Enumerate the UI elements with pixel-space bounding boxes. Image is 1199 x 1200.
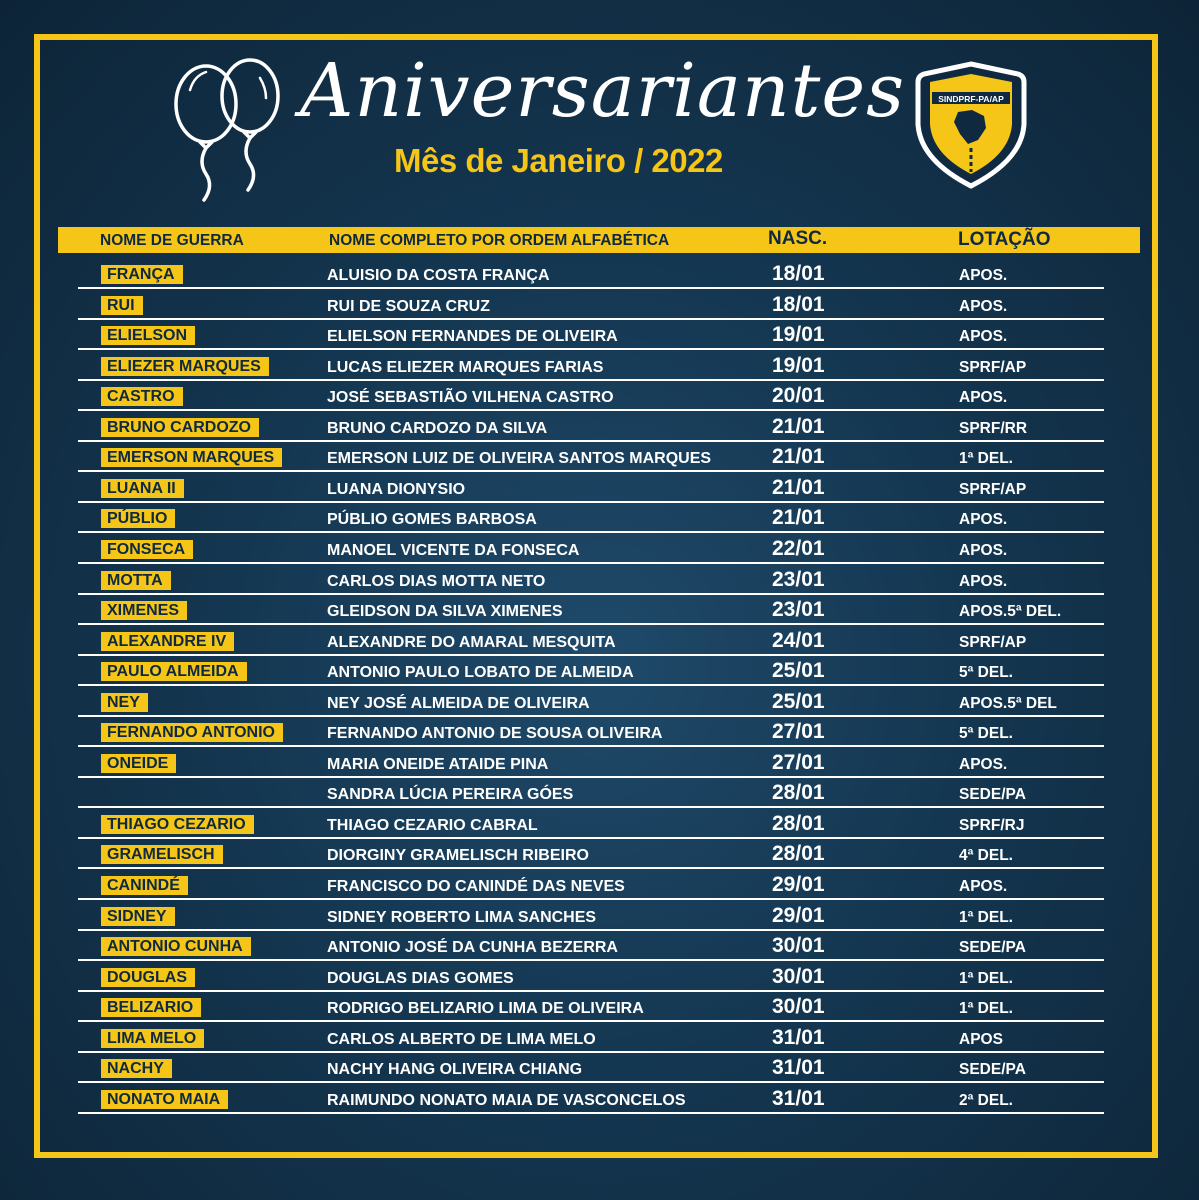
location-cell: 1ª DEL. — [959, 450, 1013, 468]
birth-date-cell: 23/01 — [772, 598, 825, 622]
header-nickname: NOME DE GUERRA — [100, 232, 244, 249]
location-cell: 5ª DEL. — [959, 664, 1013, 682]
full-name-cell: ANTONIO JOSÉ DA CUNHA BEZERRA — [327, 939, 618, 957]
nickname-cell: ELIELSON — [101, 326, 195, 345]
location-cell: APOS. — [959, 541, 1008, 559]
full-name-cell: ALEXANDRE DO AMARAL MESQUITA — [327, 633, 616, 651]
location-cell: APOS. — [959, 297, 1008, 315]
full-name-cell: MANOEL VICENTE DA FONSECA — [327, 541, 580, 559]
location-cell: APOS.5ª DEL — [959, 694, 1057, 712]
birth-date-cell: 21/01 — [772, 414, 825, 438]
full-name-cell: ANTONIO PAULO LOBATO DE ALMEIDA — [327, 664, 634, 682]
location-cell: APOS — [959, 1030, 1003, 1048]
sindprf-logo — [914, 60, 1028, 190]
row-divider — [78, 1112, 1104, 1114]
table-row — [0, 1086, 1199, 1116]
row-divider — [78, 715, 1104, 717]
nickname-cell: CANINDÉ — [101, 876, 188, 895]
nickname-cell: CASTRO — [101, 387, 183, 406]
row-divider — [78, 684, 1104, 686]
full-name-cell: RODRIGO BELIZARIO LIMA DE OLIVEIRA — [327, 1000, 644, 1018]
location-cell: APOS. — [959, 328, 1008, 346]
full-name-cell: GLEIDSON DA SILVA XIMENES — [327, 603, 563, 621]
full-name-cell: CARLOS ALBERTO DE LIMA MELO — [327, 1030, 596, 1048]
birth-date-cell: 19/01 — [772, 353, 825, 377]
nickname-cell: NONATO MAIA — [101, 1090, 228, 1109]
full-name-cell: JOSÉ SEBASTIÃO VILHENA CASTRO — [327, 389, 614, 407]
row-divider — [78, 623, 1104, 625]
location-cell: 4ª DEL. — [959, 847, 1013, 865]
full-name-cell: DIORGINY GRAMELISCH RIBEIRO — [327, 847, 589, 865]
row-divider — [78, 929, 1104, 931]
birth-date-cell: 23/01 — [772, 567, 825, 591]
row-divider — [78, 837, 1104, 839]
table-row — [0, 536, 1199, 566]
table-row — [0, 353, 1199, 383]
row-divider — [78, 318, 1104, 320]
nickname-cell: LIMA MELO — [101, 1029, 204, 1048]
full-name-cell: NEY JOSÉ ALMEIDA DE OLIVEIRA — [327, 694, 590, 712]
table-row — [0, 292, 1199, 322]
location-cell: SEDE/PA — [959, 939, 1026, 957]
location-cell: APOS. — [959, 878, 1008, 895]
full-name-cell: DOUGLAS DIAS GOMES — [327, 969, 514, 987]
birth-date-cell: 31/01 — [772, 1086, 825, 1110]
location-cell: APOS. — [959, 267, 1008, 284]
full-name-cell: THIAGO CEZARIO CABRAL — [327, 816, 538, 834]
full-name-cell: BRUNO CARDOZO DA SILVA — [327, 419, 548, 437]
birth-date-cell: 30/01 — [772, 964, 825, 988]
full-name-cell: CARLOS DIAS MOTTA NETO — [327, 572, 546, 590]
nickname-cell: FERNANDO ANTONIO — [101, 723, 283, 742]
birth-date-cell: 27/01 — [772, 720, 825, 744]
nickname-cell: BELIZARIO — [101, 998, 201, 1017]
birth-date-cell: 22/01 — [772, 536, 825, 560]
birth-date-cell: 25/01 — [772, 659, 825, 683]
location-cell: SPRF/AP — [959, 358, 1027, 376]
row-divider — [78, 409, 1104, 411]
location-cell: 1ª DEL. — [959, 969, 1013, 987]
full-name-cell: PÚBLIO GOMES BARBOSA — [327, 511, 537, 529]
row-divider — [78, 867, 1104, 869]
birth-date-cell: 31/01 — [772, 1025, 825, 1049]
header-location: LOTAÇÃO — [958, 229, 1051, 250]
row-divider — [78, 287, 1104, 289]
nickname-cell: ALEXANDRE IV — [101, 632, 234, 651]
location-cell: APOS. — [959, 511, 1008, 529]
row-divider — [78, 1051, 1104, 1053]
location-cell: 5ª DEL. — [959, 725, 1013, 743]
birth-date-cell: 28/01 — [772, 811, 825, 835]
row-divider — [78, 1020, 1104, 1022]
birth-date-cell: 29/01 — [772, 873, 825, 896]
header-birth: NASC. — [768, 228, 828, 249]
nickname-cell: NACHY — [101, 1059, 172, 1078]
row-divider — [78, 593, 1104, 595]
table-row — [0, 964, 1199, 994]
birth-date-cell: 21/01 — [772, 475, 825, 499]
location-cell: SPRF/AP — [959, 633, 1027, 651]
full-name-cell: EMERSON LUIZ DE OLIVEIRA SANTOS MARQUES — [327, 450, 712, 468]
birth-date-cell: 18/01 — [772, 262, 825, 285]
nickname-cell: FRANÇA — [101, 265, 183, 284]
full-name-cell: SIDNEY ROBERTO LIMA SANCHES — [327, 908, 597, 926]
row-divider — [78, 348, 1104, 350]
table-row — [0, 444, 1199, 474]
table-row — [0, 414, 1199, 444]
birth-date-cell: 29/01 — [772, 903, 825, 927]
nickname-cell: XIMENES — [101, 601, 187, 620]
nickname-cell: ANTONIO CUNHA — [101, 937, 251, 956]
location-cell: APOS.5ª DEL. — [959, 603, 1062, 621]
location-cell: SPRF/AP — [959, 480, 1027, 498]
nickname-cell: DOUGLAS — [101, 968, 195, 987]
table-row — [0, 505, 1199, 535]
row-divider — [78, 379, 1104, 381]
location-cell: SEDE/PA — [959, 1061, 1026, 1079]
row-divider — [78, 806, 1104, 808]
row-divider — [78, 898, 1104, 900]
row-divider — [78, 990, 1104, 992]
table-row — [0, 597, 1199, 627]
row-divider — [78, 501, 1104, 503]
row-divider — [78, 959, 1104, 961]
row-divider — [78, 562, 1104, 564]
location-cell: SEDE/PA — [959, 786, 1026, 804]
row-divider — [78, 654, 1104, 656]
table-row — [0, 994, 1199, 1024]
table-row — [0, 475, 1199, 505]
birth-date-cell: 19/01 — [772, 323, 825, 347]
nickname-cell: THIAGO CEZARIO — [101, 815, 254, 834]
nickname-cell: ONEIDE — [101, 754, 176, 773]
table-row — [0, 567, 1199, 597]
full-name-cell: MARIA ONEIDE ATAIDE PINA — [327, 755, 549, 773]
nickname-cell: GRAMELISCH — [101, 845, 223, 864]
nickname-cell: MOTTA — [101, 571, 171, 590]
table-row — [0, 750, 1199, 780]
location-cell: APOS. — [959, 755, 1008, 773]
birth-date-cell: 28/01 — [772, 842, 825, 866]
full-name-cell: RUI DE SOUZA CRUZ — [327, 297, 490, 315]
location-cell: SPRF/RR — [959, 419, 1028, 437]
table-row — [0, 658, 1199, 688]
birth-date-cell: 20/01 — [772, 384, 825, 408]
birth-date-cell: 21/01 — [772, 506, 825, 530]
table-row — [0, 903, 1199, 933]
birth-date-cell: 28/01 — [772, 781, 825, 805]
nickname-cell: PÚBLIO — [101, 509, 175, 528]
table-row — [0, 933, 1199, 963]
table-row — [0, 261, 1199, 291]
birth-date-cell: 21/01 — [772, 445, 825, 469]
nickname-cell: LUANA II — [101, 479, 184, 498]
nickname-cell: EMERSON MARQUES — [101, 448, 282, 467]
birth-date-cell: 31/01 — [772, 1056, 825, 1080]
birth-date-cell: 24/01 — [772, 628, 825, 652]
table-row — [0, 811, 1199, 841]
table-header — [58, 227, 1140, 253]
full-name-cell: FERNANDO ANTONIO DE SOUSA OLIVEIRA — [327, 725, 663, 743]
table-row — [0, 780, 1199, 810]
nickname-cell: NEY — [101, 693, 148, 712]
table-row — [0, 841, 1199, 871]
full-name-cell: ALUISIO DA COSTA FRANÇA — [327, 267, 550, 284]
table-row — [0, 872, 1199, 902]
full-name-cell: LUCAS ELIEZER MARQUES FARIAS — [327, 358, 604, 376]
nickname-cell: ELIEZER MARQUES — [101, 357, 269, 376]
full-name-cell: FRANCISCO DO CANINDÉ DAS NEVES — [327, 878, 625, 895]
full-name-cell: LUANA DIONYSIO — [327, 480, 466, 498]
table-row — [0, 1055, 1199, 1085]
birth-date-cell: 25/01 — [772, 689, 825, 713]
balloons-icon — [168, 52, 288, 207]
nickname-cell: RUI — [101, 296, 143, 315]
nickname-cell: SIDNEY — [101, 907, 175, 926]
full-name-cell: SANDRA LÚCIA PEREIRA GÓES — [327, 786, 574, 804]
location-cell: 1ª DEL. — [959, 1000, 1013, 1018]
full-name-cell: RAIMUNDO NONATO MAIA DE VASCONCELOS — [327, 1091, 686, 1109]
table-row — [0, 719, 1199, 749]
birth-date-cell: 30/01 — [772, 934, 825, 958]
header-full-name: NOME COMPLETO POR ORDEM ALFABÉTICA — [329, 232, 670, 249]
page-title: Aniversariantes — [300, 48, 906, 134]
birth-date-cell: 30/01 — [772, 995, 825, 1019]
table-row — [0, 628, 1199, 658]
row-divider — [78, 745, 1104, 747]
location-cell: 1ª DEL. — [959, 908, 1013, 926]
row-divider — [78, 531, 1104, 533]
full-name-cell: ELIELSON FERNANDES DE OLIVEIRA — [327, 328, 618, 346]
logo-text: SINDPRF-PA/AP — [938, 94, 1004, 104]
row-divider — [78, 776, 1104, 778]
table-row — [0, 322, 1199, 352]
full-name-cell: NACHY HANG OLIVEIRA CHIANG — [327, 1061, 583, 1079]
birth-date-cell: 27/01 — [772, 750, 825, 774]
nickname-cell: BRUNO CARDOZO — [101, 418, 259, 437]
row-divider — [78, 440, 1104, 442]
row-divider — [78, 470, 1104, 472]
nickname-cell: FONSECA — [101, 540, 193, 559]
row-divider — [78, 1081, 1104, 1083]
location-cell: SPRF/RJ — [959, 816, 1025, 834]
location-cell: APOS. — [959, 572, 1008, 590]
table-row — [0, 383, 1199, 413]
birth-date-cell: 18/01 — [772, 292, 825, 316]
page-subtitle: Mês de Janeiro / 2022 — [394, 142, 723, 179]
nickname-cell: PAULO ALMEIDA — [101, 662, 247, 681]
location-cell: APOS. — [959, 389, 1008, 407]
location-cell: 2ª DEL. — [959, 1091, 1013, 1109]
table-row — [0, 1025, 1199, 1055]
table-row — [0, 689, 1199, 719]
